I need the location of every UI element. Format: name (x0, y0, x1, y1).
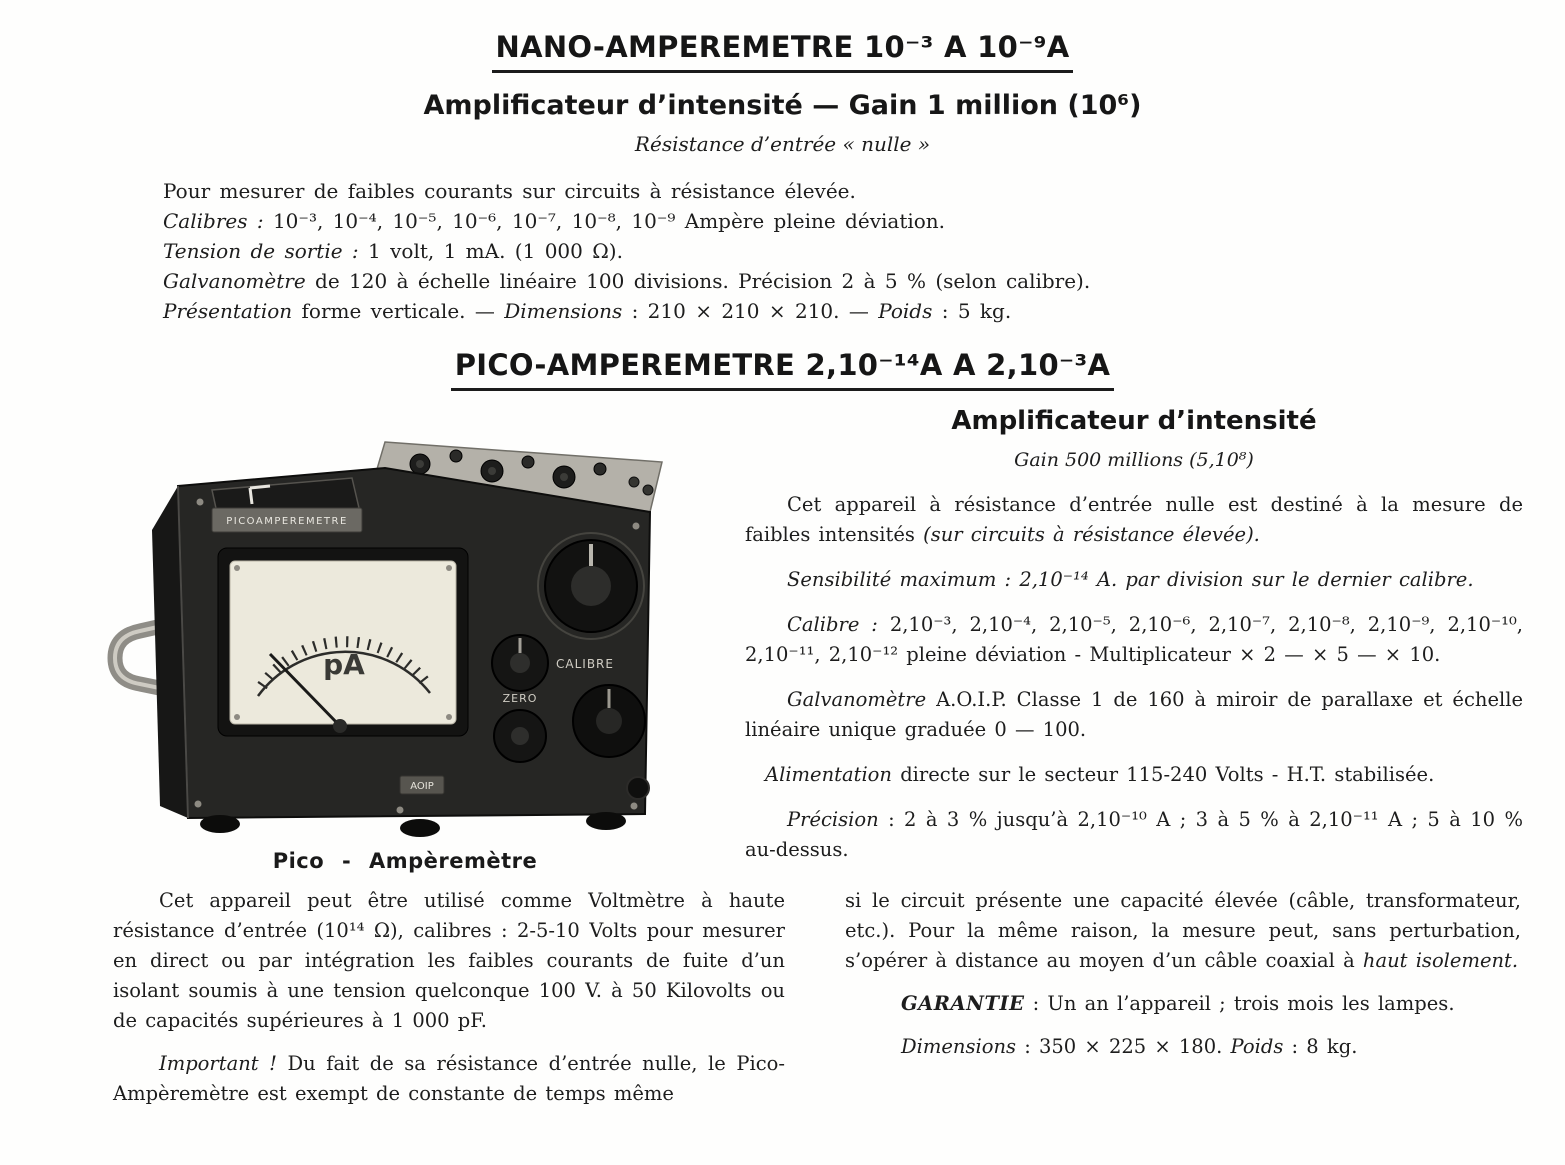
paragraph-precision (745, 805, 1523, 865)
text-run: : Un an l’appareil ; trois mois les lampes. (1032, 992, 1455, 1015)
text-run: 2,10⁻³, 2,10⁻⁴, 2,10⁻⁵, 2,10⁻⁶, 2,10⁻⁷, 2,10⁻⁸, 2,10⁻⁹, 2,10⁻¹⁰, 2,10⁻¹¹, 2,10⁻¹² pleine déviation - Multiplicateur × 2 — × 5 — × 10. (745, 613, 1523, 666)
spec-text: Pour mesurer de faibles courants sur circuits à résistance élevée. (163, 179, 856, 203)
pico-description (745, 406, 1523, 865)
multiplier-knob (492, 635, 548, 691)
calibre-label: CALIBRE (556, 657, 614, 671)
paragraph-galvanometre (745, 685, 1523, 745)
paragraph-continuation (845, 886, 1521, 976)
paragraph-calibre (745, 610, 1523, 670)
paragraph-garantie (845, 989, 1521, 1019)
brand-text: AOIP (410, 781, 434, 792)
text-run: Cet appareil à résistance d’entrée nulle est destiné à la mesure de faibles intensités (745, 493, 1523, 546)
spec-text: 10⁻³, 10⁻⁴, 10⁻⁵, 10⁻⁶, 10⁻⁷, 10⁻⁸, 10⁻⁹ Ampère pleine déviation. (272, 209, 946, 233)
text-run-italic: (sur circuits à résistance élevée). (923, 523, 1260, 546)
meter-dial (218, 548, 468, 736)
gain-line: Gain 500 millions (5,10⁸) (1014, 449, 1254, 471)
text-lead: Important ! (159, 1052, 277, 1075)
spec-text: 1 volt, 1 mA. (1 000 Ω). (368, 239, 623, 263)
nameplate (212, 508, 362, 532)
nano-subtitle: Amplificateur d’intensité — Gain 1 million (10⁶) (423, 90, 1142, 121)
spec-lead: Tension de sortie : (163, 239, 359, 263)
text-run-italic: haut isolement. (1362, 949, 1519, 972)
spec-text: forme verticale. — (301, 299, 495, 323)
pico-title (0, 348, 1565, 391)
text-lead: Poids (1230, 1035, 1284, 1058)
zero-knob (494, 710, 546, 762)
pico-title-text: PICO-AMPEREMETRE 2,10⁻¹⁴A A 2,10⁻³A (451, 348, 1115, 391)
spec-text: : 5 kg. (941, 299, 1012, 323)
paragraph-important (113, 1049, 785, 1109)
spec-lead: Dimensions (504, 299, 623, 323)
text-run: si le circuit présente une capacité élevée (câble, transformateur, etc.). Pour la même raison, la mesure peut, sans perturbation, s’opérer à distance au moyen d’un câble coaxial à (845, 889, 1521, 972)
pico-heading: Amplificateur d’intensité (951, 406, 1317, 436)
spec-lead: Galvanomètre (163, 269, 306, 293)
calibre-knob (538, 533, 644, 639)
instrument-illustration (100, 416, 710, 841)
paragraph-intro (745, 490, 1523, 550)
text-lead: Calibre : (787, 613, 878, 636)
text-run: directe sur le secteur 115-240 Volts - H.T. stabilisée. (900, 763, 1435, 786)
spec-line-usage (163, 176, 1173, 206)
text-lead: GARANTIE (901, 992, 1025, 1015)
spec-lead: Présentation (163, 299, 293, 323)
text-lead: Dimensions (901, 1035, 1017, 1058)
paragraph-sensibilite: Sensibilité maximum : 2,10⁻¹⁴ A. par division sur le dernier calibre. (787, 568, 1474, 591)
text-run: : 8 kg. (1291, 1035, 1358, 1058)
spec-line-calibres (163, 206, 1173, 236)
text-run: : 2 à 3 % jusqu’à 2,10⁻¹⁰ A ; 3 à 5 % à 2,10⁻¹¹ A ; 5 à 10 % au-dessus. (745, 808, 1523, 861)
nameplate-text: PICOAMPEREMETRE (226, 516, 348, 527)
spec-text: : 210 × 210 × 210. — (631, 299, 869, 323)
nano-specs (163, 176, 1173, 326)
bottom-left-column (113, 886, 785, 1109)
nano-title-text: NANO-AMPEREMETRE 10⁻³ A 10⁻⁹A (492, 30, 1074, 73)
paragraph-voltmetre: Cet appareil peut être utilisé comme Voltmètre à haute résistance d’entrée (10¹⁴ Ω), calibres : 2-5-10 Volts pour mesurer en direct ou par intégration les faibles courants de fuite d’un isolant soumis à une tension quelconque 100 V. à 50 Kilovolts ou de capacités supérieures à 1 000 pF. (113, 889, 785, 1032)
text-run: A.O.I.P. Classe 1 de 160 à miroir de parallaxe et échelle linéaire unique graduée 0 — 100. (745, 688, 1524, 741)
spec-text: de 120 à échelle linéaire 100 divisions. Précision 2 à 5 % (selon calibre). (315, 269, 1091, 293)
bottom-right-column (845, 886, 1521, 1062)
spec-line-galvanometre (163, 266, 1173, 296)
photo-caption: Pico - Ampèremètre (272, 849, 538, 873)
small-knob (627, 777, 649, 799)
paragraph-alimentation (745, 760, 1523, 790)
text-run: : 350 × 225 × 180. (1024, 1035, 1223, 1058)
spec-line-presentation (163, 296, 1173, 326)
text-run: Du fait de sa résistance d’entrée nulle, le Pico-Ampèremètre est exempt de constante de temps même (113, 1052, 785, 1105)
function-knob (573, 685, 645, 757)
spec-lead: Calibres : (163, 209, 264, 233)
zero-label: ZERO (502, 692, 538, 705)
spec-line-tension (163, 236, 1173, 266)
nano-title (0, 30, 1565, 73)
text-lead: Galvanomètre (787, 688, 927, 711)
dial-unit-label: pA (323, 648, 365, 681)
brand-badge (400, 776, 444, 794)
paragraph-dimensions (845, 1032, 1521, 1062)
text-lead: Alimentation (765, 763, 892, 786)
spec-lead: Poids (878, 299, 933, 323)
text-lead: Précision (787, 808, 879, 831)
instrument-photo (100, 416, 710, 873)
nano-tagline: Résistance d’entrée « nulle » (634, 132, 931, 156)
